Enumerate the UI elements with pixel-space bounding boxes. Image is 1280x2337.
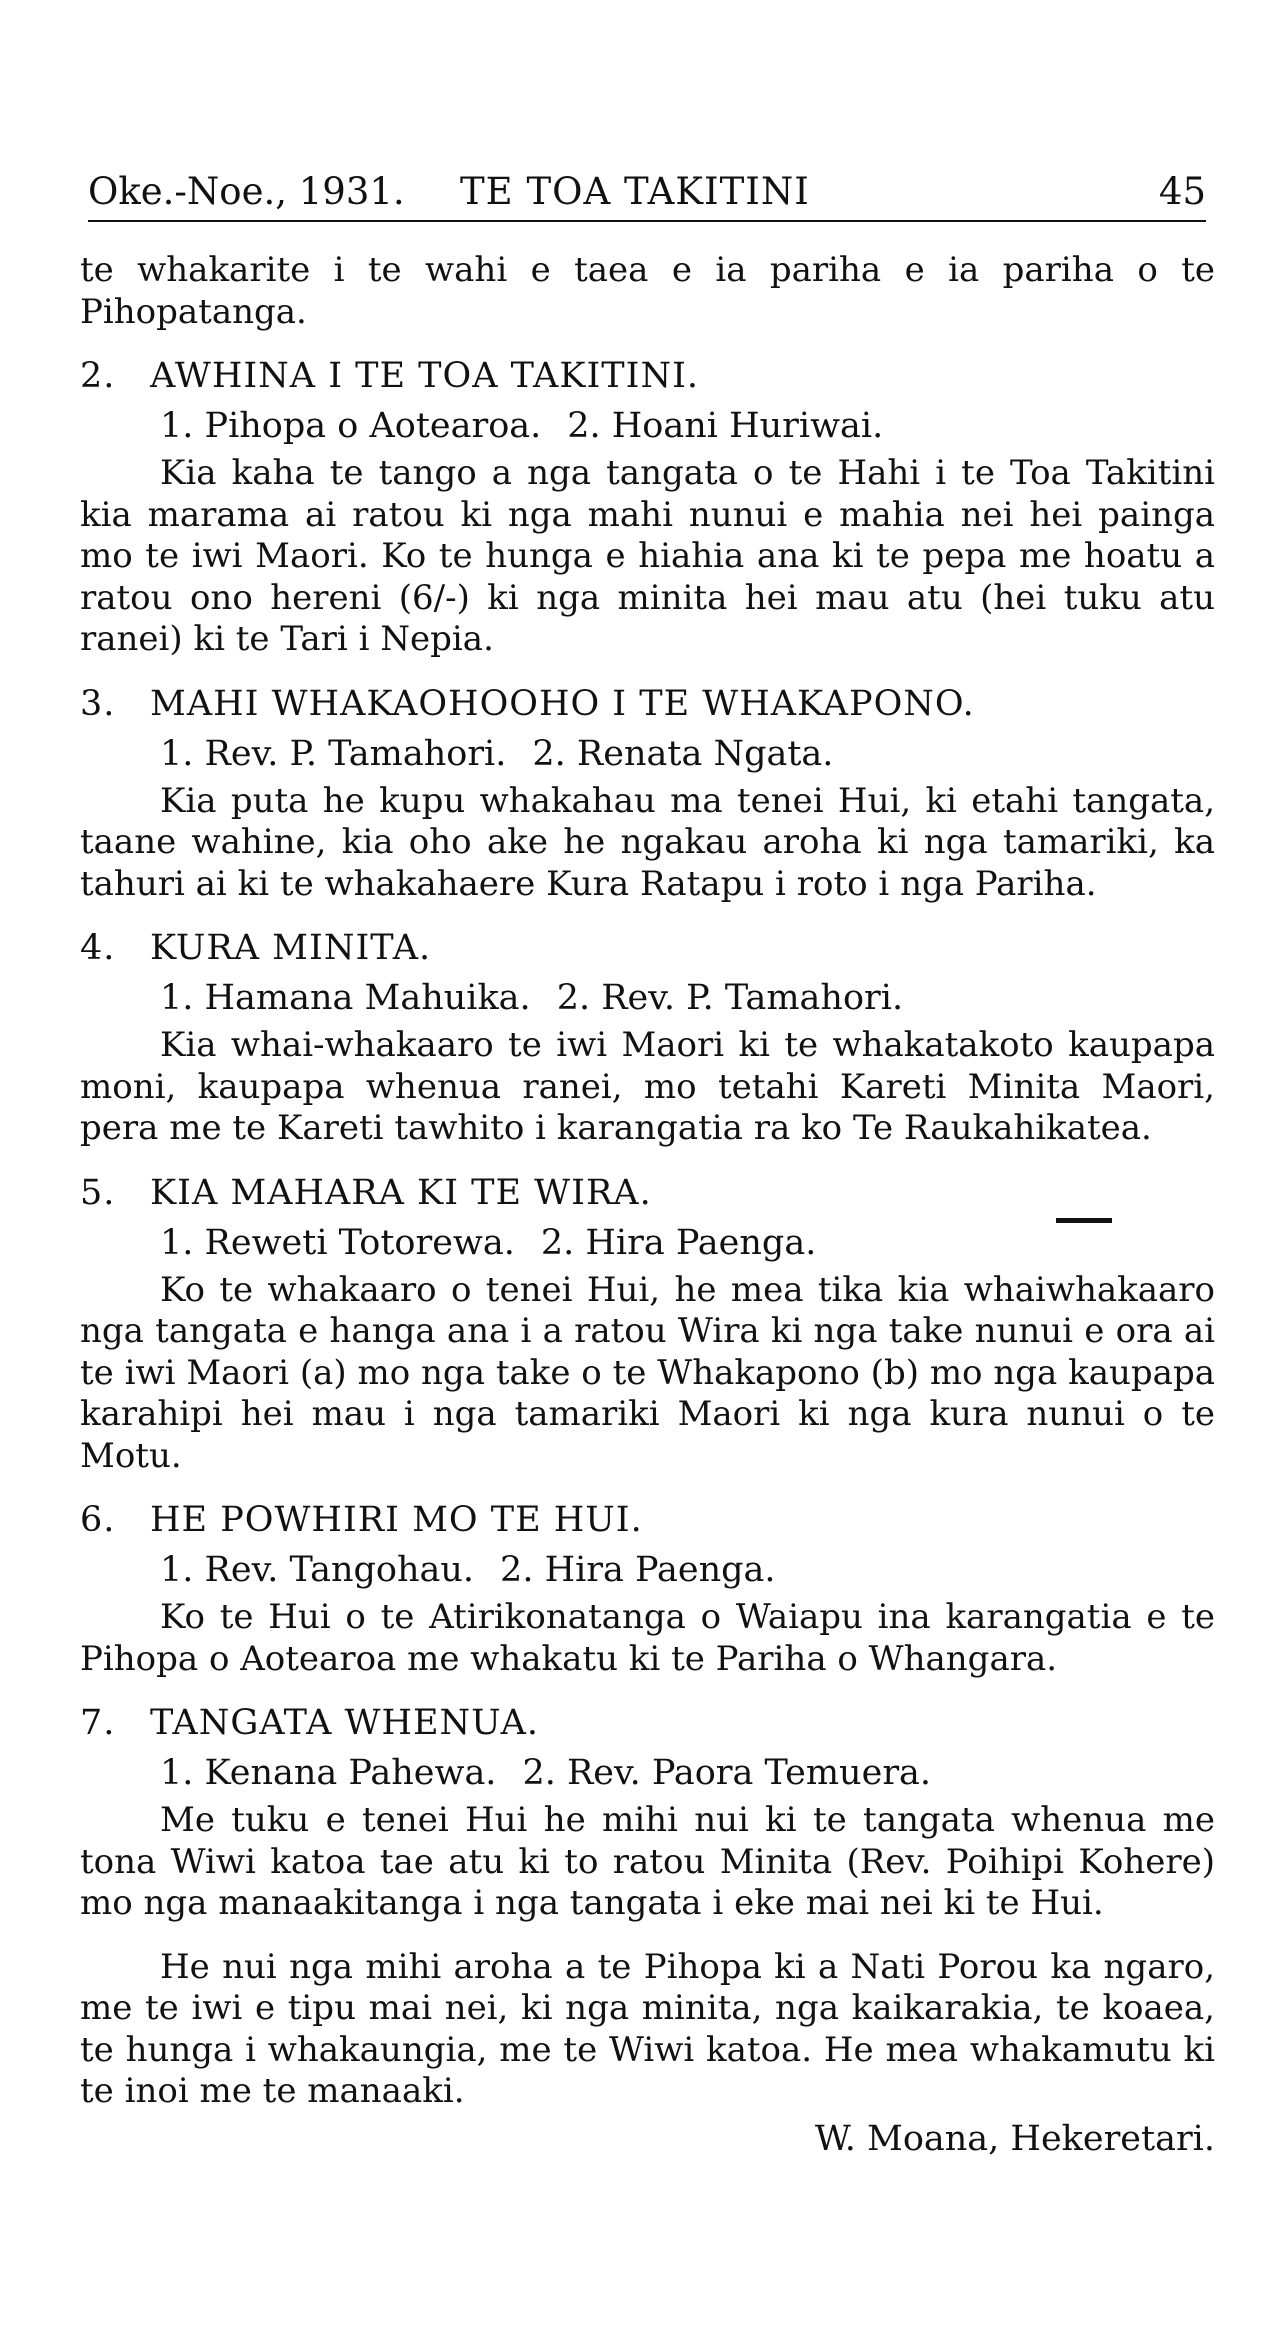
section-3 — [80, 683, 1215, 906]
seconder: 2. Renata Ngata. — [532, 733, 834, 774]
section-body: Kia kaha te tango a nga tangata o te Hahi i te Toa Takitini kia marama ai ratou ki nga mahi nunui e mahia nei hei painga mo te iwi Maori. Ko te hunga e hiahia ana ki te pepa me hoatu a ratou ono hereni (6/-) ki nga minita hei mau atu (hei tuku atu ranei) ki te Tari i Nepia. — [80, 453, 1215, 659]
section-number: 6. — [80, 1500, 116, 1540]
section-number: 2. — [80, 356, 116, 396]
section-number: 4. — [80, 928, 116, 968]
seconder: 2. Rev. P. Tamahori. — [556, 978, 904, 1018]
section-title: HE POWHIRI MO TE HUI. — [150, 1500, 643, 1540]
section-heading — [80, 683, 1215, 725]
section-body: Kia puta he kupu whakahau ma tenei Hui, ki etahi tangata, taane wahine, kia oho ake he ngakau aroha ki nga tamariki, ka tahuri ai ki te whakahaere Kura Ratapu i roto i nga Pariha. — [80, 780, 1215, 904]
section-heading — [80, 1499, 1215, 1541]
section-4 — [80, 927, 1215, 1150]
intro-paragraph: te whakarite i te wahi e taea e ia pariha e ia pariha o te Pihopatanga. — [80, 250, 1215, 332]
section-heading — [80, 355, 1215, 397]
section-7 — [80, 1702, 1215, 1925]
section-title: AWHINA I TE TOA TAKITINI. — [150, 356, 700, 396]
speakers-line — [160, 1549, 1215, 1591]
speakers-line — [160, 1752, 1215, 1794]
closing-paragraph: He nui nga mihi aroha a te Pihopa ki a Nati Porou ka ngaro, me te iwi e tipu mai nei, ki nga minita, nga kaikarakia, te koaea, te hunga i whakaungia, me te Wiwi katoa. He mea whakamutu ki te inoi me te manaaki. — [80, 1946, 1215, 2111]
speakers-line — [160, 977, 1215, 1019]
header-title: TE TOA TAKITINI — [460, 170, 810, 213]
section-body: Ko te whakaaro o tenei Hui, he mea tika kia whaiwhakaaro nga tangata e hanga ana i a ratou Wira ki nga take nunui e ora ai te iwi Maori (a) mo nga take o te Whakapono (b) mo nga kaupapa karahipi hei mau i nga tamariki Maori ki nga kura nunui o te Motu. — [80, 1269, 1215, 1476]
section-body: Kia whai-whakaaro te iwi Maori ki te whakatakoto kaupapa moni, kaupapa whenua ranei, mo tetahi Kareti Minita Maori, pera me te Kareti tawhito i karangatia ra ko Te Raukahikatea. — [80, 1025, 1215, 1148]
speakers-line — [160, 1222, 1215, 1264]
signature: W. Moana, Hekeretari. — [814, 2118, 1215, 2159]
section-title: MAHI WHAKAOHOOHO I TE WHAKAPONO. — [150, 683, 975, 724]
section-number: 3. — [80, 683, 116, 724]
section-number: 5. — [80, 1172, 116, 1213]
section-heading — [80, 927, 1215, 969]
page-number: 45 — [1158, 170, 1206, 213]
seconder: 2. Rev. Paora Temuera. — [522, 1753, 932, 1793]
dash-mark — [1056, 1218, 1112, 1223]
mover: 1. Rev. P. Tamahori. — [160, 733, 507, 774]
mover: 1. Pihopa o Aotearoa. — [160, 406, 542, 446]
section-6 — [80, 1499, 1215, 1680]
section-heading — [80, 1172, 1215, 1214]
seconder: 2. Hira Paenga. — [540, 1222, 817, 1263]
seconder: 2. Hoani Huriwai. — [567, 406, 884, 446]
page-content — [80, 250, 1215, 2161]
section-5 — [80, 1172, 1215, 1478]
mover: 1. Rev. Tangohau. — [160, 1550, 475, 1590]
seconder: 2. Hira Paenga. — [500, 1550, 776, 1590]
mover: 1. Reweti Totorewa. — [160, 1222, 515, 1263]
section-number: 7. — [80, 1703, 116, 1743]
running-header — [88, 168, 1206, 222]
mover: 1. Kenana Pahewa. — [160, 1753, 497, 1793]
section-title: KURA MINITA. — [150, 928, 432, 968]
section-title: TANGATA WHENUA. — [150, 1703, 539, 1743]
section-body: Ko te Hui o te Atirikonatanga o Waiapu ina karangatia e te Pihopa o Aotearoa me whakatu ki te Pariha o Whangara. — [80, 1597, 1215, 1679]
speakers-line — [160, 405, 1215, 447]
header-date: Oke.-Noe., 1931. — [88, 170, 405, 213]
mover: 1. Hamana Mahuika. — [160, 978, 531, 1018]
section-heading — [80, 1702, 1215, 1744]
section-body: Me tuku e tenei Hui he mihi nui ki te tangata whenua me tona Wiwi katoa tae atu ki to ratou Minita (Rev. Poihipi Kohere) mo nga manaakitanga i nga tangata i eke mai nei ki te Hui. — [80, 1800, 1215, 1923]
section-title: KIA MAHARA KI TE WIRA. — [150, 1172, 652, 1213]
section-2 — [80, 355, 1215, 661]
speakers-line — [160, 733, 1215, 775]
